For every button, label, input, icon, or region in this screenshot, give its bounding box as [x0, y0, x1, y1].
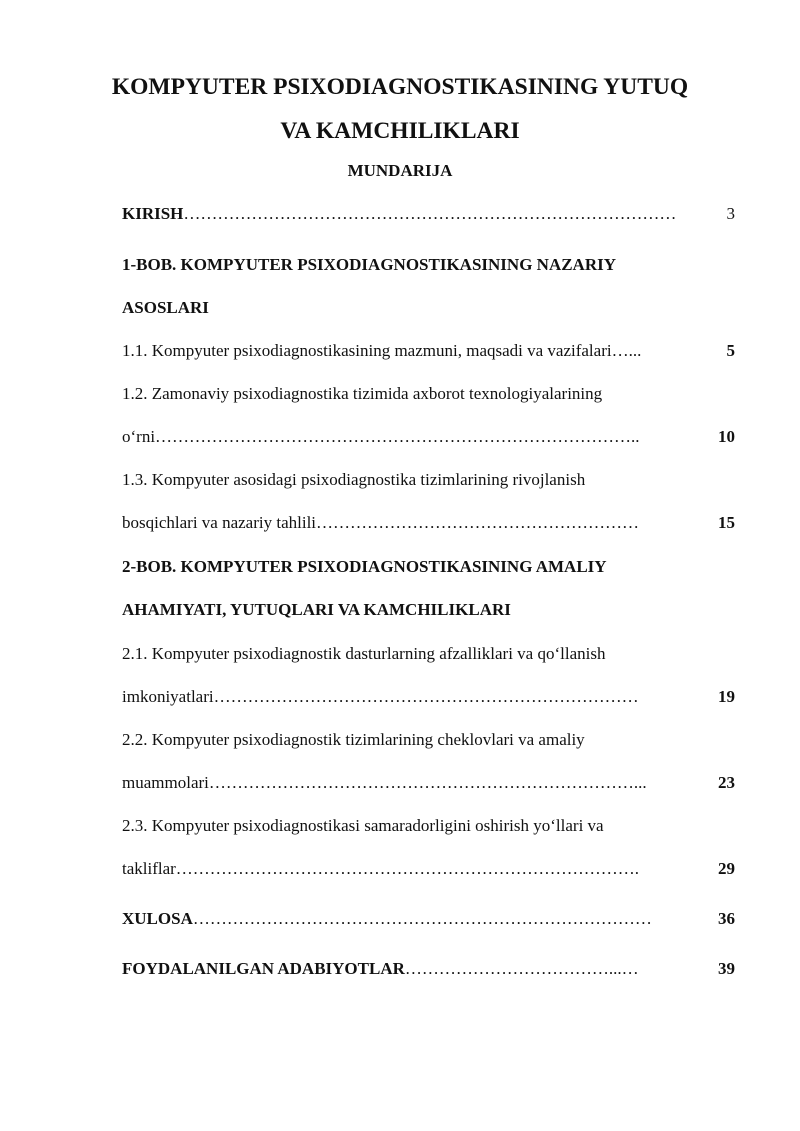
toc-section-2-3-line-1: 2.3. Kompyuter psixodiagnostikasi samaradorligini oshirish yo‘llari va [122, 816, 604, 835]
toc-section-2-2-line-2: muammolari…………………………………………………………………... [122, 773, 647, 792]
document-title-line-1: KOMPYUTER PSIXODIAGNOSTIKASINING YUTUQ [111, 74, 689, 100]
toc-section-1-1: 1.1. Kompyuter psixodiagnostikasining mazmuni, maqsadi va vazifalari…... [122, 341, 642, 360]
toc-entry-references-label: FOYDALANILGAN ADABIYOTLAR [122, 959, 405, 978]
toc-section-1-3-line-1: 1.3. Kompyuter asosidagi psixodiagnostika tizimlarining rivojlanish [122, 470, 586, 489]
toc-leader-dots: …………………………………………………………………………… [183, 204, 677, 223]
toc-page-section-2-1: 19 [718, 687, 735, 706]
toc-section-2-1-line-1: 2.1. Kompyuter psixodiagnostik dasturlarning afzalliklari va qo‘llanish [122, 644, 606, 663]
toc-leader-dots: ……………………………………………………………………… [192, 909, 652, 928]
toc-chapter-1-line-1: 1-BOB. KOMPYUTER PSIXODIAGNOSTIKASINING NAZARIY [122, 255, 617, 274]
toc-section-2-1-line-2: imkoniyatlari………………………………………………………………… [122, 687, 639, 706]
toc-page-section-1-1: 5 [726, 341, 735, 360]
toc-page-intro: 3 [726, 204, 735, 223]
toc-entry-conclusion-label: XULOSA [122, 909, 193, 928]
toc-section-2-2-line-1: 2.2. Kompyuter psixodiagnostik tizimlarining cheklovlari va amaliy [122, 730, 585, 749]
toc-page-section-2-2: 23 [718, 773, 735, 792]
toc-leader-dots: ………………………………...… [404, 959, 639, 978]
toc-page-references: 39 [718, 959, 735, 978]
toc-entry-conclusion [122, 908, 652, 930]
toc-chapter-2-line-1: 2-BOB. KOMPYUTER PSIXODIAGNOSTIKASINING AMALIY [122, 557, 607, 576]
toc-page-section-2-3: 29 [718, 859, 735, 878]
toc-page-conclusion: 36 [718, 909, 735, 928]
toc-entry-references [122, 958, 639, 980]
toc-entry-intro [122, 203, 676, 225]
toc-section-1-2-line-2: o‘rni………………………………………………………………………….. [122, 427, 640, 446]
toc-chapter-1-line-2: ASOSLARI [122, 298, 209, 317]
toc-chapter-2-line-2: AHAMIYATI, YUTUQLARI VA KAMCHILIKLARI [122, 600, 511, 619]
toc-section-2-3-line-2: takliflar………………………………………………………………………. [122, 859, 640, 878]
toc-section-1-3-line-2: bosqichlari va nazariy tahlili………………………………………………… [122, 513, 640, 532]
toc-entry-intro-label: KIRISH [122, 204, 184, 223]
document-title-line-2: VA KAMCHILIKLARI [280, 118, 520, 144]
toc-page-section-1-2: 10 [718, 427, 735, 446]
toc-page-section-1-3: 15 [718, 513, 735, 532]
toc-section-1-2-line-1: 1.2. Zamonaviy psixodiagnostika tizimida axborot texnologiyalarining [122, 384, 603, 403]
toc-heading: MUNDARIJA [347, 161, 453, 180]
